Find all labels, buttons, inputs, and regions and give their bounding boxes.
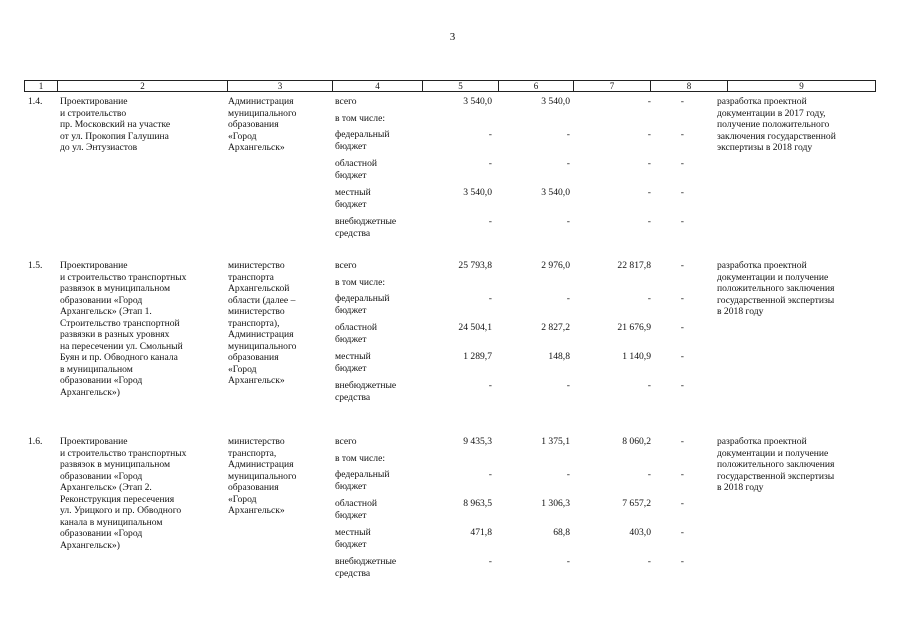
amount-col-5: - bbox=[488, 216, 492, 227]
measure-name-line: Проектирование bbox=[60, 96, 128, 107]
amount-col-7: 1 140,9 bbox=[622, 351, 651, 362]
amount-col-7: - bbox=[647, 469, 651, 480]
funding-source-label bbox=[335, 469, 425, 492]
funding-source-line: местный bbox=[335, 351, 371, 362]
amount-col-5: 25 793,8 bbox=[458, 260, 492, 271]
funding-source-line: внебюджетные bbox=[335, 556, 397, 567]
funding-source-line: внебюджетные bbox=[335, 380, 397, 391]
amount-col-8: - bbox=[680, 129, 684, 140]
executor-line: министерство bbox=[228, 260, 285, 271]
measure-name-line: на пересечении ул. Смольный bbox=[60, 340, 183, 352]
measure-name-line: образовании «Город bbox=[60, 375, 143, 386]
funding-source-line: областной bbox=[335, 322, 378, 333]
expected-result-line: получение положительного bbox=[717, 119, 830, 130]
amount-col-8: - bbox=[680, 556, 684, 567]
funding-source-label bbox=[335, 436, 425, 448]
expected-result-line: документации и получение bbox=[717, 447, 829, 459]
amount-col-7: 21 676,9 bbox=[617, 322, 651, 333]
executor-line: Администрация bbox=[228, 96, 294, 107]
executor-line: Архангельск» bbox=[228, 375, 285, 386]
expected-result-line: государственной экспертизы bbox=[717, 294, 835, 306]
measure-name-line: Архангельск») bbox=[60, 539, 120, 551]
measure-name-line: Архангельск») bbox=[60, 386, 120, 398]
executor-line: министерство bbox=[228, 306, 285, 317]
amount-col-5: 24 504,1 bbox=[458, 322, 492, 333]
funding-source-line: бюджет bbox=[335, 140, 367, 152]
funding-source-line: средства bbox=[335, 227, 371, 239]
executor bbox=[228, 96, 332, 154]
funding-source-line: федеральный bbox=[335, 293, 390, 304]
funding-source-label bbox=[335, 527, 425, 550]
amount-col-7: 7 657,2 bbox=[622, 498, 651, 509]
expected-result bbox=[717, 260, 875, 318]
amount-col-7: 403,0 bbox=[629, 527, 651, 538]
page-number: 3 bbox=[449, 31, 456, 43]
funding-source-label bbox=[335, 293, 425, 316]
funding-source-line: всего bbox=[335, 96, 357, 107]
executor bbox=[228, 436, 332, 517]
row-number: 1.6. bbox=[28, 436, 43, 447]
col-9-header: 9 bbox=[727, 81, 876, 91]
measure-name-line: Проектирование bbox=[60, 260, 128, 271]
funding-source-line: внебюджетные bbox=[335, 216, 397, 227]
funding-source-label bbox=[335, 556, 425, 579]
amount-col-7: - bbox=[647, 293, 651, 304]
amount-col-7: - bbox=[647, 158, 651, 169]
row-number: 1.4. bbox=[28, 96, 43, 107]
col-1-header: 1 bbox=[24, 81, 57, 91]
amount-col-8: - bbox=[680, 527, 684, 538]
amount-col-6: - bbox=[566, 469, 570, 480]
amount-col-6: - bbox=[566, 380, 570, 391]
amount-col-5: 1 289,7 bbox=[463, 351, 492, 362]
funding-source-line: областной bbox=[335, 158, 378, 169]
amount-col-7: - bbox=[647, 96, 651, 107]
column-number-header bbox=[24, 80, 876, 92]
amount-col-8: - bbox=[680, 380, 684, 391]
funding-source-label bbox=[335, 260, 425, 272]
measure-name-line: Реконструкция пересечения bbox=[60, 493, 175, 505]
funding-source-label bbox=[335, 187, 425, 210]
executor-line: муниципального bbox=[228, 107, 297, 119]
expected-result-line: положительного заключения bbox=[717, 459, 835, 470]
amount-col-6: - bbox=[566, 216, 570, 227]
measure-name-line: образовании «Город bbox=[60, 294, 143, 306]
funding-source-label bbox=[335, 277, 425, 289]
measure-name-line: Проектирование bbox=[60, 436, 128, 447]
funding-source-line: бюджет bbox=[335, 333, 367, 345]
funding-source-line: местный bbox=[335, 187, 371, 198]
measure-name-line: и строительство транспортных bbox=[60, 447, 187, 459]
executor-line: Администрация bbox=[228, 329, 294, 340]
amount-col-8: - bbox=[680, 96, 684, 107]
executor-line: «Город bbox=[228, 363, 257, 375]
amount-col-5: - bbox=[488, 380, 492, 391]
funding-source-line: всего bbox=[335, 436, 357, 447]
amount-col-5: 471,8 bbox=[470, 527, 492, 538]
funding-source-line: федеральный bbox=[335, 469, 390, 480]
amount-col-6: 1 306,3 bbox=[541, 498, 570, 509]
amount-col-5: - bbox=[488, 129, 492, 140]
amount-col-5: - bbox=[488, 556, 492, 567]
funding-source-label bbox=[335, 453, 425, 465]
funding-source-line: средства bbox=[335, 567, 371, 579]
measure-name-line: канала в муниципальном bbox=[60, 516, 163, 528]
amount-col-6: - bbox=[566, 556, 570, 567]
funding-source-label bbox=[335, 158, 425, 181]
funding-source-line: бюджет bbox=[335, 198, 367, 210]
funding-source-label bbox=[335, 113, 425, 125]
amount-col-8: - bbox=[680, 322, 684, 333]
measure-name-line: пр. Московский на участке bbox=[60, 119, 171, 130]
measure-name-line: Буян и пр. Обводного канала bbox=[60, 352, 178, 363]
expected-result-line: в 2018 году bbox=[717, 482, 764, 493]
amount-col-7: 8 060,2 bbox=[622, 436, 651, 447]
amount-col-6: 1 375,1 bbox=[541, 436, 570, 447]
funding-source-line: федеральный bbox=[335, 129, 390, 140]
funding-source-line: бюджет bbox=[335, 169, 367, 181]
expected-result-line: в 2018 году bbox=[717, 306, 764, 317]
amount-col-8: - bbox=[680, 469, 684, 480]
executor bbox=[228, 260, 332, 387]
funding-source-label bbox=[335, 498, 425, 521]
measure-name-line: ул. Урицкого и пр. Обводного bbox=[60, 505, 182, 516]
funding-source-label bbox=[335, 380, 425, 403]
program-table bbox=[24, 80, 876, 579]
executor-line: «Город bbox=[228, 130, 257, 142]
expected-result-line: экспертизы в 2018 году bbox=[717, 142, 813, 153]
measure-name-line: образовании «Город bbox=[60, 528, 143, 539]
funding-source-label bbox=[335, 216, 425, 239]
amount-col-8: - bbox=[680, 260, 684, 271]
amount-col-7: 22 817,8 bbox=[617, 260, 651, 271]
amount-col-7: - bbox=[647, 556, 651, 567]
funding-source-line: бюджет bbox=[335, 362, 367, 374]
amount-col-6: 2 827,2 bbox=[541, 322, 570, 333]
measure-name-line: развязок в муниципальном bbox=[60, 283, 171, 294]
funding-source-label bbox=[335, 351, 425, 374]
executor-line: муниципального bbox=[228, 340, 297, 352]
executor-line: области (далее – bbox=[228, 294, 296, 306]
amount-col-8: - bbox=[680, 216, 684, 227]
measure-name-line: Архангельск» (Этап 2. bbox=[60, 482, 152, 493]
amount-col-6: - bbox=[566, 129, 570, 140]
amount-col-6: 68,8 bbox=[553, 527, 570, 538]
expected-result-line: документации в 2017 году, bbox=[717, 107, 826, 119]
amount-col-5: 3 540,0 bbox=[463, 96, 492, 107]
col-2-header: 2 bbox=[57, 81, 227, 91]
amount-col-6: 148,8 bbox=[548, 351, 570, 362]
col-3-header: 3 bbox=[227, 81, 332, 91]
expected-result-line: разработка проектной bbox=[717, 436, 807, 447]
measure-name-line: и строительство транспортных bbox=[60, 271, 187, 283]
measure-name bbox=[60, 436, 226, 551]
amount-col-5: - bbox=[488, 469, 492, 480]
amount-col-8: - bbox=[680, 436, 684, 447]
amount-col-5: - bbox=[488, 293, 492, 304]
funding-source-line: областной bbox=[335, 498, 378, 509]
executor-line: образования bbox=[228, 352, 279, 363]
executor-line: Администрация bbox=[228, 459, 294, 470]
expected-result-line: разработка проектной bbox=[717, 260, 807, 271]
funding-source-label bbox=[335, 322, 425, 345]
col-8-header: 8 bbox=[650, 81, 727, 91]
executor-line: Архангельск» bbox=[228, 505, 285, 516]
funding-source-line: средства bbox=[335, 391, 371, 403]
executor-line: транспорта bbox=[228, 271, 274, 283]
funding-source-line: в том числе: bbox=[335, 453, 386, 464]
amount-col-8: - bbox=[680, 187, 684, 198]
measure-name-line: до ул. Энтузиастов bbox=[60, 142, 138, 153]
measure-name-line: в муниципальном bbox=[60, 363, 133, 375]
amount-col-7: - bbox=[647, 129, 651, 140]
executor-line: образования bbox=[228, 482, 279, 493]
funding-source-line: местный bbox=[335, 527, 371, 538]
expected-result-line: положительного заключения bbox=[717, 283, 835, 294]
expected-result-line: заключения государственной bbox=[717, 130, 836, 142]
amount-col-8: - bbox=[680, 293, 684, 304]
amount-col-6: 3 540,0 bbox=[541, 96, 570, 107]
amount-col-7: - bbox=[647, 380, 651, 391]
row-number: 1.5. bbox=[28, 260, 43, 271]
funding-source-line: в том числе: bbox=[335, 113, 386, 124]
funding-source-label bbox=[335, 129, 425, 152]
funding-source-line: бюджет bbox=[335, 480, 367, 492]
funding-source-line: всего bbox=[335, 260, 357, 271]
funding-source-line: бюджет bbox=[335, 509, 367, 521]
measure-name-line: развязки в разных уровнях bbox=[60, 329, 170, 340]
executor-line: Архангельской bbox=[228, 283, 290, 294]
funding-source-line: бюджет bbox=[335, 304, 367, 316]
amount-col-6: - bbox=[566, 158, 570, 169]
expected-result-line: документации и получение bbox=[717, 271, 829, 283]
col-7-header: 7 bbox=[573, 81, 650, 91]
funding-source-line: в том числе: bbox=[335, 277, 386, 288]
amount-col-6: 3 540,0 bbox=[541, 187, 570, 198]
amount-col-7: - bbox=[647, 216, 651, 227]
executor-line: транспорта, bbox=[228, 447, 277, 459]
executor-line: министерство bbox=[228, 436, 285, 447]
measure-name-line: Строительство транспортной bbox=[60, 317, 180, 329]
col-6-header: 6 bbox=[498, 81, 573, 91]
amount-col-5: 3 540,0 bbox=[463, 187, 492, 198]
amount-col-7: - bbox=[647, 187, 651, 198]
amount-col-5: 8 963,5 bbox=[463, 498, 492, 509]
expected-result bbox=[717, 436, 875, 494]
expected-result bbox=[717, 96, 875, 154]
amount-col-6: 2 976,0 bbox=[541, 260, 570, 271]
measure-name-line: Архангельск» (Этап 1. bbox=[60, 306, 152, 317]
measure-name-line: развязок в муниципальном bbox=[60, 459, 171, 470]
amount-col-5: - bbox=[488, 158, 492, 169]
executor-line: образования bbox=[228, 119, 279, 130]
measure-name-line: и строительство bbox=[60, 107, 127, 119]
executor-line: «Город bbox=[228, 493, 257, 505]
amount-col-5: 9 435,3 bbox=[463, 436, 492, 447]
measure-name bbox=[60, 260, 226, 398]
measure-name bbox=[60, 96, 226, 154]
amount-col-8: - bbox=[680, 158, 684, 169]
executor-line: Архангельск» bbox=[228, 142, 285, 153]
col-5-header: 5 bbox=[422, 81, 498, 91]
measure-name-line: от ул. Прокопия Галушина bbox=[60, 130, 169, 142]
expected-result-line: государственной экспертизы bbox=[717, 470, 835, 482]
amount-col-8: - bbox=[680, 498, 684, 509]
funding-source-line: бюджет bbox=[335, 538, 367, 550]
funding-source-label bbox=[335, 96, 425, 108]
col-4-header: 4 bbox=[332, 81, 422, 91]
measure-name-line: образовании «Город bbox=[60, 470, 143, 482]
amount-col-6: - bbox=[566, 293, 570, 304]
amount-col-8: - bbox=[680, 351, 684, 362]
executor-line: транспорта), bbox=[228, 317, 280, 329]
expected-result-line: разработка проектной bbox=[717, 96, 807, 107]
executor-line: муниципального bbox=[228, 470, 297, 482]
